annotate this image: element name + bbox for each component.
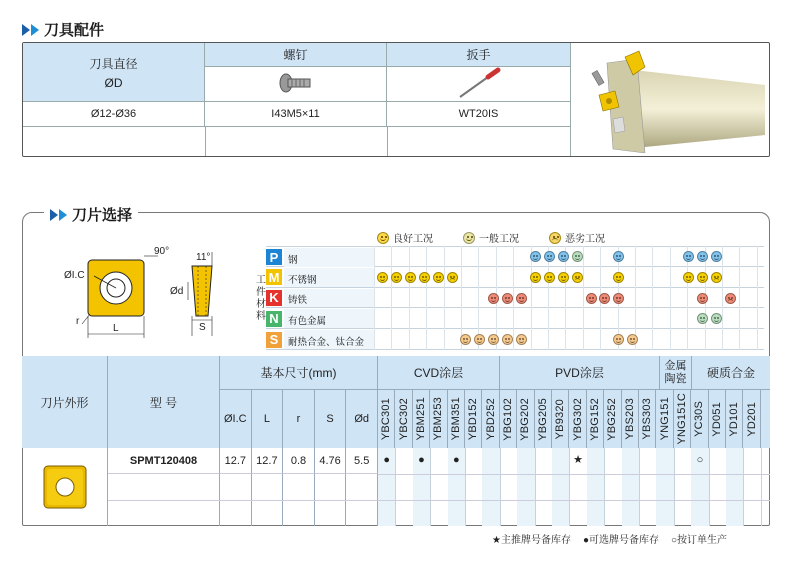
rating-face-icon xyxy=(377,272,388,283)
rating-face-icon xyxy=(516,293,527,304)
rating-face-icon xyxy=(558,251,569,262)
grade-col-header xyxy=(743,390,760,448)
insert-title: 刀片选择 xyxy=(72,207,133,224)
rating-face-icon xyxy=(544,272,555,283)
material-name-n: 有色金属 xyxy=(288,316,327,328)
insert-diagram xyxy=(62,246,252,346)
rating-face-icon xyxy=(391,272,402,283)
rating-face-icon xyxy=(697,293,708,304)
rating-face-icon xyxy=(711,272,722,283)
dim-d-label: Ød xyxy=(170,286,184,297)
footnote xyxy=(492,531,727,546)
rating-face-icon xyxy=(502,293,513,304)
material-name-m: 不锈钢 xyxy=(288,274,317,286)
material-class-k: K xyxy=(266,290,282,306)
selection-table xyxy=(22,356,770,526)
legend xyxy=(377,230,605,245)
grade-label: YBG152 xyxy=(588,397,601,441)
accessories-panel xyxy=(22,42,770,157)
grade-col-header xyxy=(552,390,569,448)
accessories-empty-row xyxy=(23,127,571,156)
dim-angle-90: 90° xyxy=(154,246,170,257)
rating-face-icon xyxy=(711,251,722,262)
rating-face-icon xyxy=(586,293,597,304)
dim-col-header: L xyxy=(252,390,284,448)
grade-col-header xyxy=(709,390,726,448)
accessories-title: 刀具配件 xyxy=(44,22,105,39)
grade-col-header xyxy=(465,390,482,448)
rating-face-icon xyxy=(544,251,555,262)
dim-value: 12.7 xyxy=(252,448,284,474)
material-name-p: 钢 xyxy=(288,254,298,266)
legend-good: 良好工况 xyxy=(393,234,433,245)
grade-col-header xyxy=(587,390,604,448)
legend-general: 一般工况 xyxy=(479,234,519,245)
section-title-insert xyxy=(44,204,138,225)
grade-col-header xyxy=(569,390,586,448)
header-basic-dims-label: 基本尺寸(mm) xyxy=(260,366,337,380)
dim-col-header: ØI.C xyxy=(220,390,252,448)
rating-face-icon xyxy=(711,313,722,324)
rating-face-icon xyxy=(530,272,541,283)
rating-face-icon xyxy=(683,251,694,262)
availability-mark: ★ xyxy=(573,454,584,466)
material-class-m: M xyxy=(266,269,282,285)
rating-face-icon xyxy=(405,272,416,283)
header-carbide xyxy=(692,356,770,390)
grade-col-header xyxy=(395,390,412,448)
dim-L-label: L xyxy=(113,323,119,334)
dim-col-header: r xyxy=(283,390,315,448)
grade-label: YBD152 xyxy=(467,397,480,441)
grade-col-header xyxy=(639,390,656,448)
grade-col-header xyxy=(656,390,673,448)
row-wrench xyxy=(387,102,571,127)
grade-label: YC30S xyxy=(693,401,706,437)
screw-image xyxy=(205,67,387,102)
header-cermet-label: 金属陶瓷 xyxy=(664,359,687,385)
insert-dimension-drawing xyxy=(62,246,252,346)
header-model-label: 型 号 xyxy=(149,395,178,410)
grade-col-header xyxy=(500,390,517,448)
row-tool-diameter xyxy=(23,102,205,127)
grade-label: YBS203 xyxy=(623,398,636,440)
grade-col-header xyxy=(378,390,395,448)
header-cvd xyxy=(378,356,500,390)
rating-face-icon xyxy=(697,272,708,283)
header-shape xyxy=(22,356,108,448)
milling-cutter-icon xyxy=(585,49,765,153)
header-shape-label: 刀片外形 xyxy=(40,395,89,410)
footnote-star: ★主推牌号备库存 xyxy=(492,535,571,546)
dim-value: 5.5 xyxy=(346,448,378,474)
col-wrench xyxy=(387,43,571,67)
header-model xyxy=(108,356,220,448)
grade-label: YBG202 xyxy=(519,397,532,441)
grade-col-header xyxy=(482,390,499,448)
material-name-k: 铸铁 xyxy=(288,295,308,307)
bad-face-icon xyxy=(549,232,561,244)
screw-label: 螺钉 xyxy=(283,48,308,62)
grade-label: YD101 xyxy=(728,401,741,437)
grade-col-header xyxy=(604,390,621,448)
header-carbide-label: 硬质合金 xyxy=(706,366,755,380)
dim-S-label: S xyxy=(199,322,206,333)
dim-value: 4.76 xyxy=(315,448,347,474)
availability-mark: ● xyxy=(452,454,460,466)
material-grid xyxy=(266,246,764,350)
wrench-image xyxy=(387,67,571,102)
grade-label: YD201 xyxy=(745,401,758,437)
material-class-s: S xyxy=(266,332,282,348)
availability-mark: ● xyxy=(383,454,391,466)
grade-label: YBC301 xyxy=(380,397,393,441)
material-row-s xyxy=(266,329,764,350)
grade-label: YBM253 xyxy=(432,397,445,441)
header-basic-dims xyxy=(220,356,378,390)
grade-col-header xyxy=(448,390,465,448)
rating-face-icon xyxy=(572,251,583,262)
footnote-circle: ○按订单生产 xyxy=(671,535,728,546)
grade-col-header xyxy=(430,390,447,448)
grade-label: YBC302 xyxy=(397,397,410,441)
rating-face-icon xyxy=(613,293,624,304)
material-row-k xyxy=(266,288,764,309)
grade-col-header xyxy=(726,390,743,448)
screw-value: I43M5×11 xyxy=(271,108,320,120)
rating-face-icon xyxy=(447,272,458,283)
rating-face-icon xyxy=(697,251,708,262)
grade-label: YBG102 xyxy=(501,397,514,441)
good-face-icon xyxy=(377,232,389,244)
rating-face-icon xyxy=(725,293,736,304)
dim-ic-label: ØI.C xyxy=(64,270,85,281)
tool-diameter-value: Ø12-Ø36 xyxy=(90,108,137,120)
footnote-dot: ●可选牌号备库存 xyxy=(582,535,660,546)
wrench-value: WT20IS xyxy=(458,108,499,120)
rating-face-icon xyxy=(683,272,694,283)
section-title-accessories xyxy=(22,19,104,40)
grade-label: YBM351 xyxy=(449,397,462,441)
insert-shape-icon xyxy=(42,464,88,510)
grade-label: YBG302 xyxy=(571,397,584,441)
material-row-n xyxy=(266,308,764,329)
wrench-label: 扳手 xyxy=(466,48,491,62)
row-screw xyxy=(205,102,387,127)
tool-diameter-sub: ØD xyxy=(104,75,123,90)
col-tool-diameter xyxy=(23,43,205,102)
model-value: SPMT120408 xyxy=(129,454,198,467)
material-class-p: P xyxy=(266,249,282,265)
legend-bad: 恶劣工况 xyxy=(565,234,605,245)
dim-col-header: Ød xyxy=(346,390,378,448)
grade-label: YBG205 xyxy=(536,397,549,441)
rating-face-icon xyxy=(433,272,444,283)
rating-face-icon xyxy=(572,272,583,283)
dim-r-label: r xyxy=(76,316,80,327)
insert-shape-cell xyxy=(22,448,108,526)
header-cvd-label: CVD涂层 xyxy=(413,366,464,380)
rating-face-icon xyxy=(599,293,610,304)
rating-face-icon xyxy=(419,272,430,283)
grade-col-header xyxy=(535,390,552,448)
general-face-icon xyxy=(463,232,475,244)
workpiece-label: 工件材料 xyxy=(253,274,265,322)
grade-label: YBG252 xyxy=(606,397,619,441)
grade-label: YNG151 xyxy=(658,397,671,441)
dim-col-header: S xyxy=(315,390,347,448)
wrench-icon xyxy=(454,67,504,101)
double-arrow-icon xyxy=(50,209,68,221)
grade-label: YBM251 xyxy=(414,397,427,441)
grade-col-header xyxy=(691,390,708,448)
grade-col-header xyxy=(413,390,430,448)
dim-value: 0.8 xyxy=(283,448,315,474)
double-arrow-icon xyxy=(22,24,40,36)
grade-col-header xyxy=(517,390,534,448)
screw-icon xyxy=(276,69,316,99)
grade-label: YNG151C xyxy=(675,393,688,445)
grade-label: YB9320 xyxy=(554,398,567,440)
material-class-n: N xyxy=(266,311,282,327)
header-pvd xyxy=(500,356,660,390)
header-cermet xyxy=(660,356,692,390)
availability-mark: ● xyxy=(418,454,425,466)
tool-diameter-label: 刀具直径 xyxy=(89,56,138,71)
grade-col-header xyxy=(622,390,639,448)
dim-angle-11: 11° xyxy=(196,252,211,263)
grade-label: YBD252 xyxy=(484,397,497,441)
rating-face-icon xyxy=(558,272,569,283)
availability-mark: ○ xyxy=(696,454,704,466)
grade-label: YBS303 xyxy=(641,398,654,440)
rating-face-icon xyxy=(488,293,499,304)
model-cell xyxy=(108,448,220,474)
grade-label: YD051 xyxy=(710,401,723,437)
grade-col-header xyxy=(674,390,691,448)
rating-face-icon xyxy=(530,251,541,262)
tool-image xyxy=(585,49,765,153)
dim-value: 12.7 xyxy=(220,448,252,474)
header-pvd-label: PVD涂层 xyxy=(555,366,604,380)
material-name-s: 耐热合金、钛合金 xyxy=(288,337,365,349)
col-screw xyxy=(205,43,387,67)
